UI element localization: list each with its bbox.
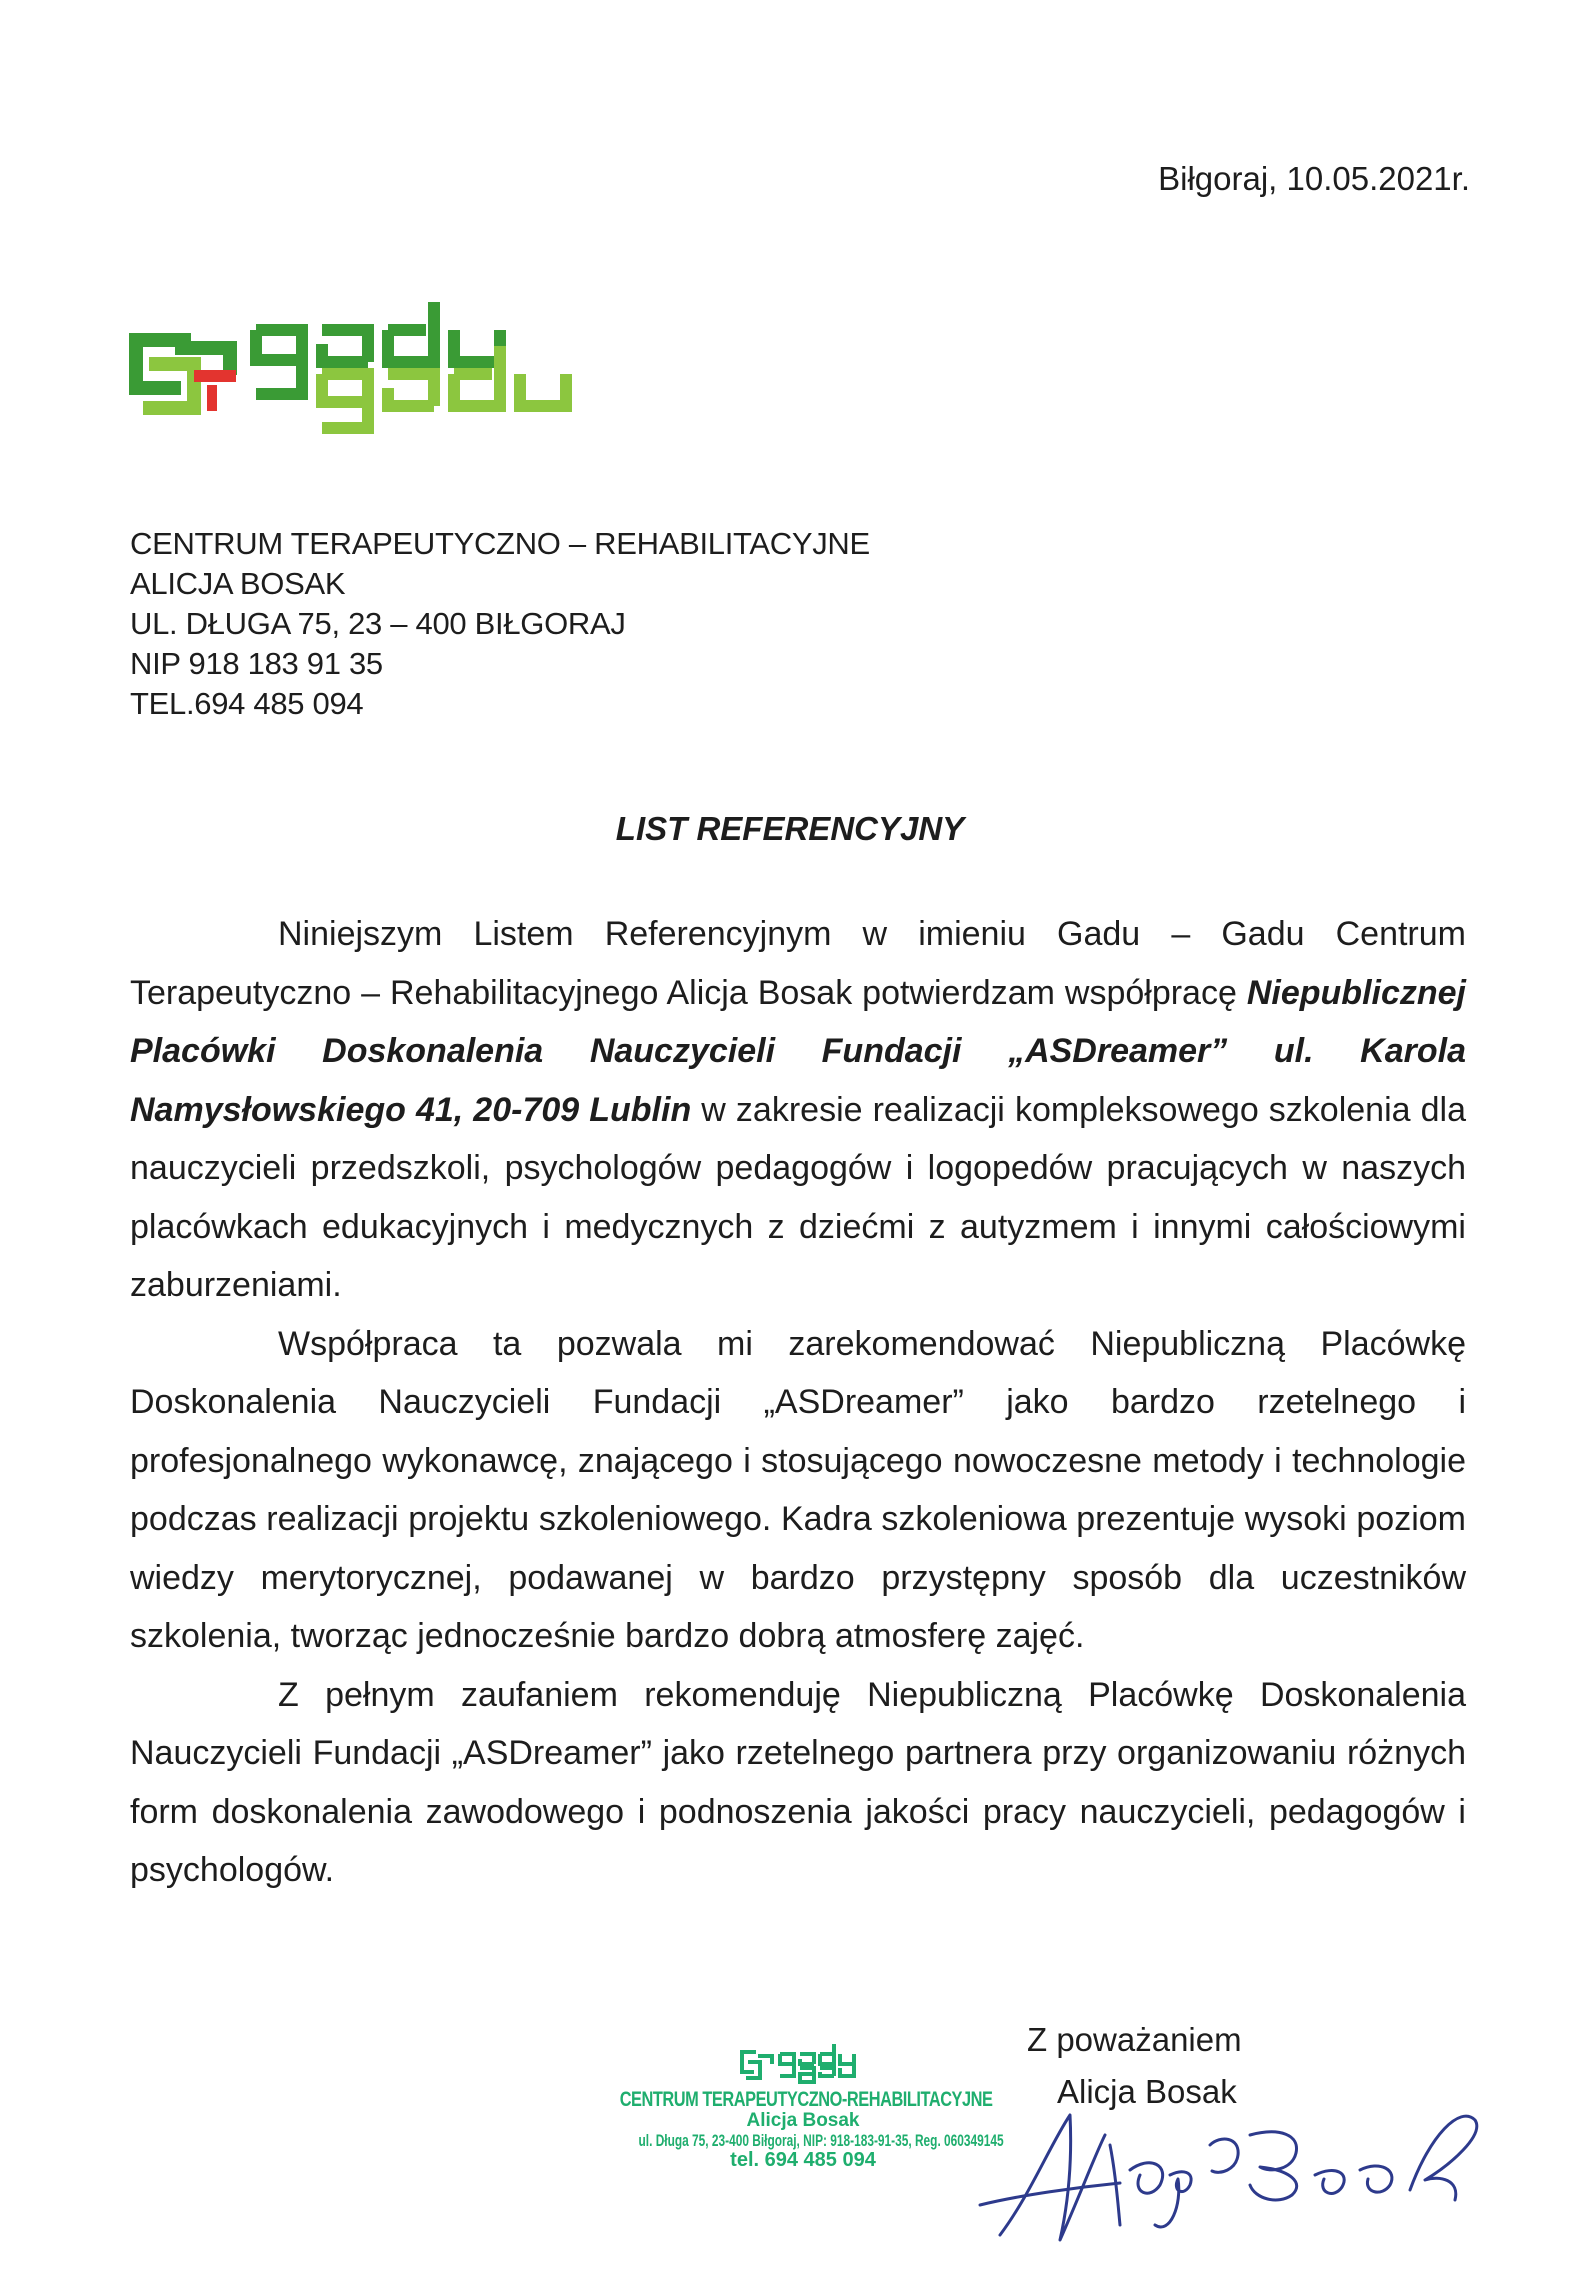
closing-name: Alicja Bosak: [1057, 2073, 1237, 2110]
paragraph-2: Współpraca ta pozwala mi zarekomendować Niepubliczną Placówkę Doskonalenia Nauczycieli Fundacji „ASDreamer” jako bardzo rzetelnego i profesjonalnego wykonawcę, znającego i stosującego nowoczesne metody i technologie podczas realizacji projektu szkoleniowego. Kadra szkoleniowa prezentuje wysoki poziom wiedzy merytorycznej, podawanej w bardzo przystępny sposób dla uczestników szkolenia, tworząc jednocześnie bardzo dobrą atmosferę zajęć.: [130, 1324, 1466, 1655]
gadu-gadu-logo: [126, 290, 656, 435]
paragraph-1: [130, 905, 1466, 1315]
stamp-logo-icon: [738, 2042, 868, 2086]
closing-greeting: Z poważaniem: [1027, 2021, 1242, 2058]
signature-icon: [920, 2075, 1500, 2250]
gadu-gadu-logo-icon: [126, 290, 656, 435]
handwritten-signature: [920, 2075, 1500, 2250]
paragraph-3: Z pełnym zaufaniem rekomenduję Niepubliczną Placówkę Doskonalenia Nauczycieli Fundacji „ASDreamer” jako rzetelnego partnera przy organizowaniu różnych form doskonalenia zawodowego i podnoszenia jakości pracy nauczycieli, pedagogów i psychologów.: [130, 1675, 1466, 1889]
letter-body: [130, 905, 1466, 1900]
sender-line-nip: NIP 918 183 91 35: [130, 646, 383, 681]
sender-line-phone: TEL.694 485 094: [130, 686, 364, 721]
letter-date: Biłgoraj, 10.05.2021r.: [1158, 160, 1470, 197]
stamp-line-phone: tel. 694 485 094: [730, 2149, 876, 2171]
stamp-line-owner: Alicja Bosak: [746, 2110, 860, 2131]
sender-line-company: CENTRUM TERAPEUTYCZNO – REHABILITACYJNE: [130, 526, 870, 561]
paragraph-1-rest: w zakresie realizacji kompleksowego szkolenia dla nauczycieli przedszkoli, psychologów pedagogów i logopedów pracujących w naszych placówkach edukacyjnych i medycznych z dziećmi z autyzmem i innymi całościowymi zaburzeniami.: [130, 1090, 1466, 1304]
sender-line-owner: ALICJA BOSAK: [130, 566, 346, 601]
paragraph-1-intro: Niniejszym Listem Referencyjnym w imieniu Gadu – Gadu Centrum Terapeutyczno – Rehabilitacyjnego Alicja Bosak potwierdzam współpracę: [130, 915, 1466, 1012]
stamp-line-company: CENTRUM TERAPEUTYCZNO-REHABILITACYJNE: [619, 2088, 993, 2111]
stamp-line-address: ul. Długa 75, 23-400 Biłgoraj, NIP: 918-183-91-35, Reg. 060349145: [638, 2131, 1004, 2150]
sender-address-block: [130, 524, 870, 724]
sender-line-street: UL. DŁUGA 75, 23 – 400 BIŁGORAJ: [130, 606, 626, 641]
paragraph-1-institution: Niepublicznej Placówki Doskonalenia Nauczycieli Fundacji „ASDreamer” ul. Karola Namysłowskiego 41, 20-709 Lublin: [130, 973, 1466, 1129]
document-title: LIST REFERENCYJNY: [615, 810, 965, 847]
